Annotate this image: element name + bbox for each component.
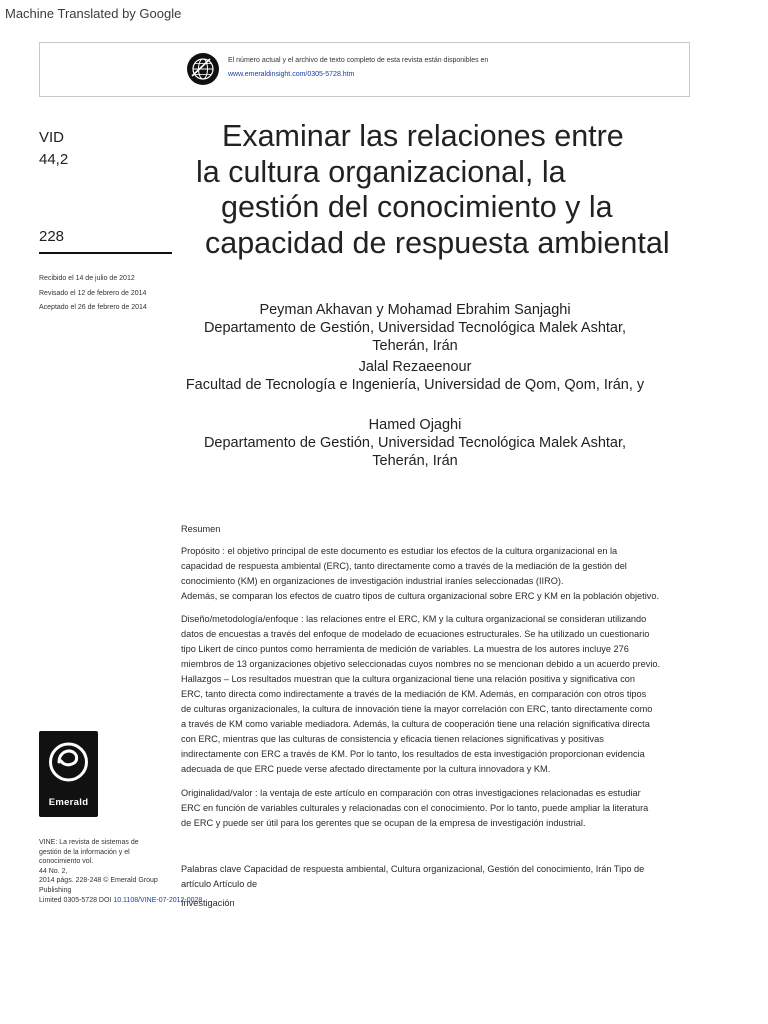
emerald-logo-text: Emerald [48, 797, 89, 808]
author-names: Hamed Ojaghi [368, 417, 462, 433]
abstract-line: adecuada de que ERC puede verse afectado directamente por la cultura innovadora y KM. [181, 764, 551, 774]
availability-text: El número actual y el archivo de texto completo de esta revista están disponibles en [228, 57, 489, 64]
author-affiliation: Departamento de Gestión, Universidad Tecnológica Malek Ashtar, [203, 320, 627, 336]
citation-line: 44 No. 2, [39, 867, 68, 875]
abstract-line: capacidad de respuesta ambiental (ERC), tanto directamente como a través de la mediación de la gestión del [181, 561, 627, 571]
paper-type: Investigación [181, 898, 235, 908]
journal-citation [39, 838, 203, 905]
abstract-findings [181, 672, 721, 777]
journal-identifier [39, 127, 68, 171]
journal-name: VID [39, 129, 65, 146]
abstract-line: Diseño/metodología/enfoque : las relaciones entre el ERC, KM y la cultura organizacional se consideran utilizando [181, 614, 647, 624]
abstract-design [181, 612, 721, 672]
keywords-line: artículo Artículo de [181, 879, 258, 889]
abstract-line: Originalidad/valor : la ventaja de este artículo en comparación con otras investigaciones relacionadas es estudiar [181, 788, 641, 798]
revised-date: Revisado el 12 de febrero de 2014 [39, 289, 147, 297]
submission-dates [39, 272, 147, 316]
author-affiliation: Teherán, Irán [372, 338, 458, 354]
doi-prefix: Limited 0305-5728 DOI [39, 896, 114, 904]
author-list [160, 302, 670, 469]
abstract-line: miembros de 13 organizaciones objetivo seleccionadas cuyos nombres no se mencionan debido a un acuerdo previo. [181, 659, 661, 669]
author-affiliation: Departamento de Gestión, Universidad Tecnológica Malek Ashtar, [203, 435, 627, 451]
citation-doi [39, 896, 203, 906]
title-line: Examinar las relaciones entre [222, 119, 624, 153]
author-names: Jalal Rezaeenour [358, 359, 472, 375]
title-line: la cultura organizacional, la [196, 154, 566, 189]
abstract [181, 522, 721, 831]
abstract-line: ERC en función de variables culturales y relacionadas con el conocimiento. Por lo tanto, puede ampliar la literatura [181, 803, 649, 813]
page-number: 228 [39, 228, 65, 245]
emerald-journal-link[interactable]: www.emeraldinsight.com/0305-5728.htm [228, 71, 355, 78]
abstract-purpose [181, 544, 721, 604]
author-names: Peyman Akhavan y Mohamad Ebrahim Sanjaghi [259, 302, 571, 318]
journal-availability-box [39, 42, 690, 97]
abstract-line: de ERC y puede ser útil para los gerentes que se ocupan de la empresa de investigación industrial. [181, 818, 586, 828]
abstract-line: ERC, tanto directa como indirectamente a través de la mediación de KM. Además, en comparación con otros tipos [181, 689, 647, 699]
abstract-line: con ERC, mientras que las culturas de consistencia y eficacia tienen relaciones significativas y positivas [181, 734, 604, 744]
citation-line: 2014 págs. 228-248 © Emerald Group [39, 877, 158, 885]
page-number-rule [39, 252, 172, 254]
author-affiliation: Teherán, Irán [372, 453, 458, 469]
citation-line: Publishing [39, 886, 72, 894]
article-title [180, 119, 700, 261]
author-affiliation: Facultad de Tecnología e Ingeniería, Universidad de Qom, Qom, Irán, y [185, 377, 645, 393]
title-line: capacidad de respuesta ambiental [205, 225, 670, 260]
keywords-line: Palabras clave Capacidad de respuesta ambiental, Cultura organizacional, Gestión del conocimiento, Irán Tipo de [181, 864, 645, 874]
abstract-originality [181, 786, 721, 831]
accepted-date: Aceptado el 26 de febrero de 2014 [39, 304, 147, 311]
abstract-line: Además, se comparan los efectos de cuatro tipos de cultura organizacional sobre ERC y KM en la población objetivo. [181, 591, 660, 601]
abstract-line: Propósito : el objetivo principal de este documento es estudiar los efectos de la cultura organizacional en la [181, 546, 618, 556]
abstract-line: Hallazgos – Los resultados muestran que la cultura organizacional tiene una relación positiva y significativa con [181, 674, 636, 684]
abstract-line: a través de KM como variable mediadora. Además, la cultura de cooperación tiene una relación significativa directa [181, 719, 650, 729]
abstract-line: indirectamente con ERC a través de KM. Por lo tanto, los resultados de esta investigación proporcionan evidencia [181, 749, 645, 759]
title-line: gestión del conocimiento y la [221, 190, 613, 224]
abstract-line: conocimiento (KM) en organizaciones de investigación industrial iraníes seleccionadas (IIRO). [181, 576, 564, 586]
emerald-logo-icon [39, 731, 98, 817]
doi-link[interactable]: 10.1108/VINE-07-2012-0028 [113, 896, 203, 904]
citation-line: conocimiento vol. [39, 858, 94, 866]
abstract-heading: Resumen [181, 524, 221, 534]
keywords [181, 862, 721, 892]
abstract-line: tipo Likert de cinco puntos como herramienta de medición de variables. La muestra de los autores incluye 276 [181, 644, 629, 654]
citation-line: gestión de la información y el [39, 848, 130, 856]
citation-line: VINE: La revista de sistemas de [39, 839, 139, 846]
emerald-globe-icon [186, 52, 220, 86]
abstract-line: de culturas organizacionales, la cultura de innovación tiene la mayor correlación con ERC, tanto directamente como [181, 704, 653, 714]
machine-translation-banner: Machine Translated by Google [5, 6, 182, 21]
received-date: Recibido el 14 de julio de 2012 [39, 275, 135, 282]
abstract-line: datos de encuestas a través del enfoque de modelado de ecuaciones estructurales. Se ha utilizado un cuestionario [181, 629, 650, 639]
journal-volume: 44,2 [39, 151, 69, 168]
